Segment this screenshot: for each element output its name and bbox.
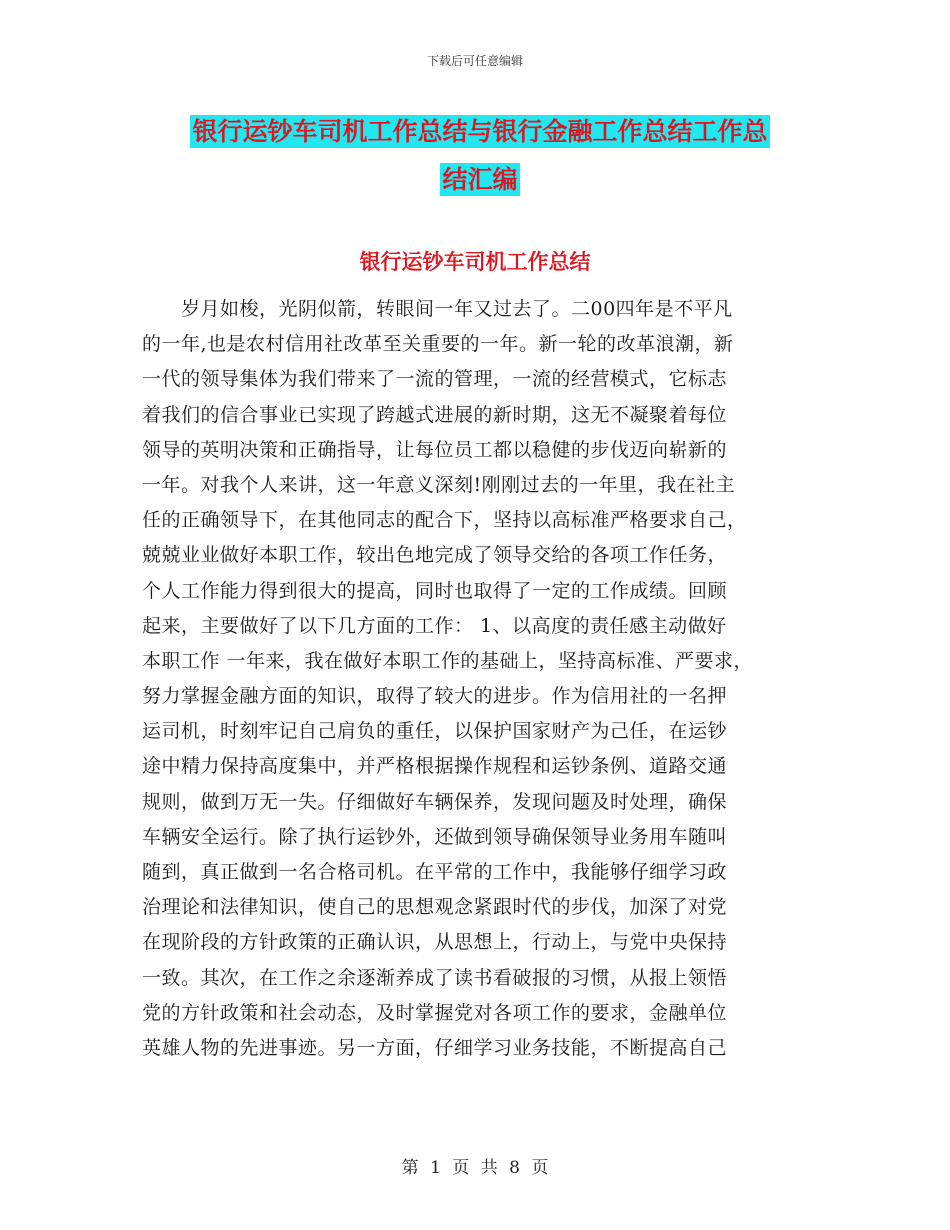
body-line: 随到，真正做到一名合格司机。在平常的工作中，我能够仔细学习政 <box>142 861 728 883</box>
body-line: 个人工作能力得到很大的提高，同时也取得了一定的工作成绩。回顾 <box>142 579 728 602</box>
body-line: 一年。对我个人来讲，这一年意义深刻!刚刚过去的一年里，我在社主 <box>142 473 736 496</box>
body-line: 任的正确领导下，在其他同志的配合下，坚持以高标准严格要求自己， <box>142 509 747 532</box>
body-line: 一致。其次，在工作之余逐渐养成了读书看破报的习惯，从报上领悟 <box>142 966 728 989</box>
body-line: 的一年,也是农村信用社改革至关重要的一年。新一轮的改革浪潮，新 <box>142 333 734 356</box>
body-line: 领导的英明决策和正确指导，让每位员工都以稳健的步伐迈向崭新的 <box>142 438 728 461</box>
page-footer: 第 1 页 共 8 页 <box>401 1158 549 1178</box>
document-title <box>140 108 820 204</box>
body-line: 治理论和法律知识，使自己的思想观念紧跟时代的步伐，加深了对党 <box>142 896 728 919</box>
header-note: 下载后可任意编辑 <box>426 54 523 68</box>
body-line: 努力掌握金融方面的知识，取得了较大的进步。作为信用社的一名押 <box>142 685 728 708</box>
body-line: 在现阶段的方针政策的正确认识，从思想上，行动上，与党中央保持 <box>142 931 728 954</box>
title-line-1: 银行运钞车司机工作总结与银行金融工作总结工作总 <box>192 117 768 146</box>
body-line: 本职工作 一年来，我在做好本职工作的基础上，坚持高标准、严要求， <box>142 649 754 672</box>
body-line: 运司机，时刻牢记自己肩负的重任，以保护国家财产为己任，在运钞 <box>142 720 728 743</box>
body-line: 英雄人物的先进事迹。另一方面，仔细学习业务技能，不断提高自己 <box>142 1036 728 1059</box>
body-line: 规则，做到万无一失。仔细做好车辆保养，发现问题及时处理，确保 <box>142 790 728 813</box>
body-paragraph <box>142 292 814 1066</box>
body-line: 党的方针政策和社会动态，及时掌握党对各项工作的要求，金融单位 <box>142 1001 728 1024</box>
body-line: 着我们的信合事业已实现了跨越式进展的新时期，这无不凝聚着每位 <box>142 403 728 426</box>
title-line-2: 结汇编 <box>442 165 518 194</box>
body-line: 兢兢业业做好本职工作，较出色地完成了领导交给的各项工作任务， <box>142 544 728 567</box>
body-line: 车辆安全运行。除了执行运钞外，还做到领导确保领导业务用车随叫 <box>142 825 728 848</box>
body-line: 一代的领导集体为我们带来了一流的管理，一流的经营模式，它标志 <box>142 368 728 391</box>
body-line: 途中精力保持高度集中，并严格根据操作规程和运钞条例、道路交通 <box>142 755 728 778</box>
body-line: 岁月如梭，光阴似箭，转眼间一年又过去了。二00四年是不平凡 <box>142 298 733 320</box>
section-title: 银行运钞车司机工作总结 <box>359 250 591 274</box>
body-line: 起来，主要做好了以下几方面的工作： 1、以高度的责任感主动做好 <box>142 614 727 637</box>
